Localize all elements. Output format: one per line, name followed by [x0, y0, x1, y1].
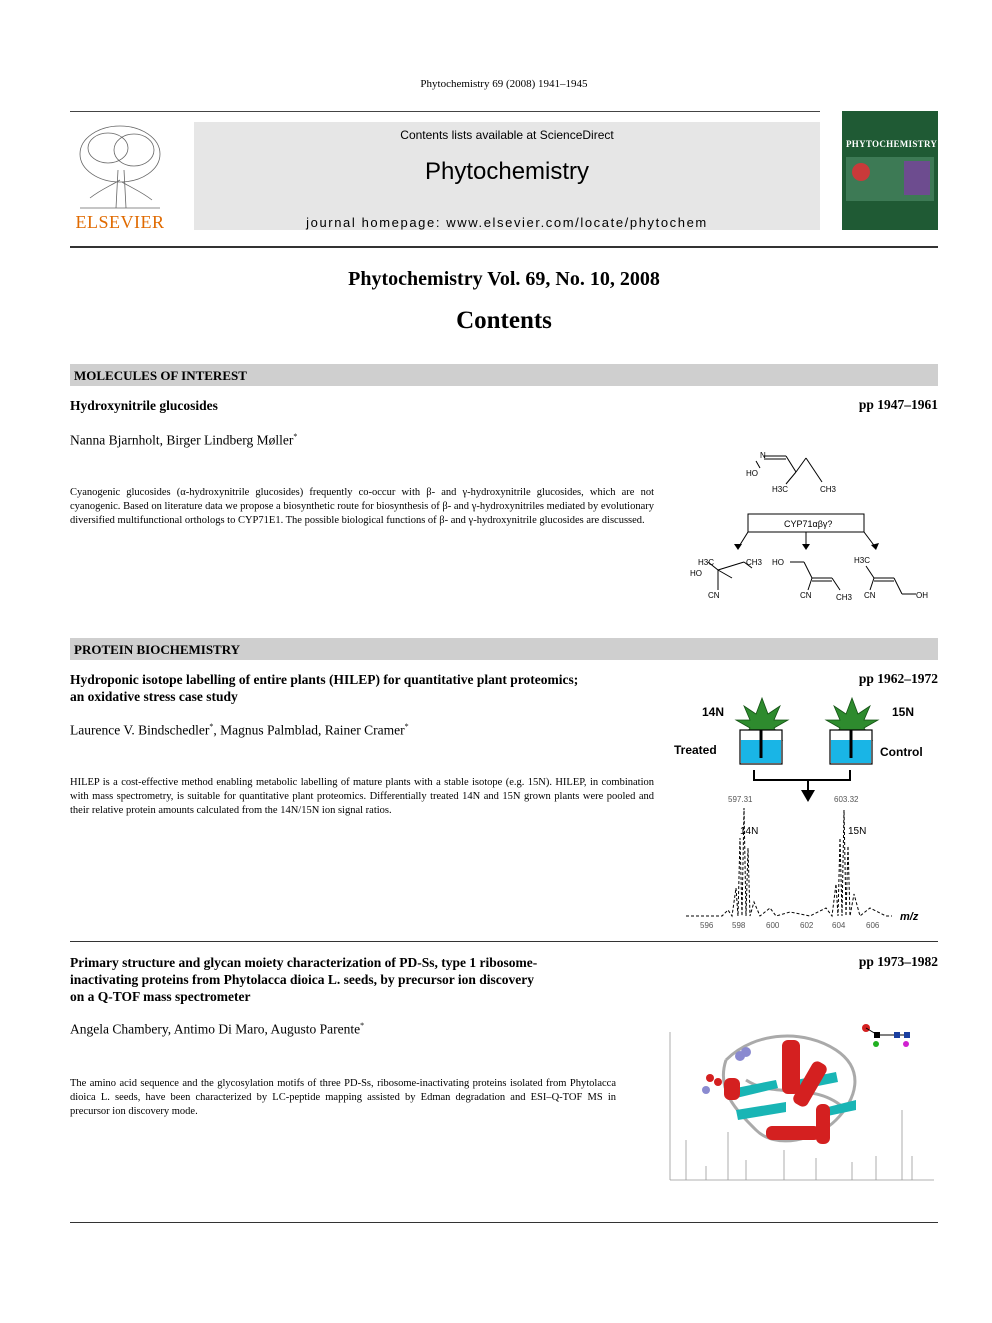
article-pages[interactable]: pp 1973–1982 [858, 954, 938, 969]
label-cn: CN [800, 591, 812, 600]
label-treated: Treated [674, 743, 717, 757]
x-tick: 604 [832, 921, 846, 930]
article-authors: Angela Chambery, Antimo Di Maro, Augusto Parente* [70, 1021, 365, 1037]
article-title-hydroxynitrile[interactable]: Hydroxynitrile glucosides [70, 398, 218, 413]
author: Angela Chambery [70, 1021, 168, 1037]
label-cn: CN [864, 591, 876, 600]
sciencedirect-line: Contents lists available at ScienceDirect [400, 128, 614, 142]
label-ho: HO [772, 558, 784, 567]
label-h3c: H3C [772, 485, 789, 494]
article-divider [70, 941, 938, 942]
journal-citation: Phytochemistry 69 (2008) 1941–1945 [420, 78, 588, 90]
x-tick: 596 [700, 921, 714, 930]
peak-14n-label: 14N [740, 826, 759, 837]
section-header-protein: PROTEIN BIOCHEMISTRY [70, 638, 938, 660]
x-tick: 598 [732, 921, 746, 930]
x-tick: 600 [766, 921, 780, 930]
label-ch3: CH3 [746, 558, 763, 567]
hilep-graphic [670, 688, 938, 934]
author: Antimo Di Maro [173, 1021, 265, 1037]
cover-image [846, 157, 934, 201]
label-h3c: H3C [698, 558, 715, 567]
article-pages[interactable]: pp 1947–1961 [858, 397, 938, 412]
glycan-symbol-icon [862, 1024, 910, 1047]
article-abstract: HILEP is a cost-effective method enabling metabolic labelling of mature plants with a stable isotope (e.g. 15N). HILEP, in combination with mass spectrometry, is suitable for quantitative plant proteomics. Differentially treated 14N and 15N grown plants were pooled and their relative protein amounts calculated from the 14N/15N ion signal ratios. [70, 777, 654, 816]
x-tick: 606 [866, 921, 880, 930]
author: Magnus Palmblad [220, 722, 318, 738]
label-enzyme: CYP71αβγ? [784, 519, 833, 529]
label-oh: OH [916, 591, 928, 600]
author: Laurence V. Bindschedler [70, 722, 210, 738]
mass-spectrum [686, 808, 892, 916]
label-14n: 14N [702, 705, 725, 719]
section-header-molecules: MOLECULES OF INTEREST [70, 364, 938, 386]
elsevier-wordmark: ELSEVIER [75, 212, 165, 232]
label-ho: HO [690, 569, 702, 578]
page-bottom-rule [70, 1222, 938, 1223]
peak-15n-label: 15N [848, 826, 867, 837]
author: Augusto Parente [270, 1021, 361, 1037]
protein-structure-graphic [666, 1020, 938, 1186]
label-h3c: H3C [854, 556, 871, 565]
issue-title: Phytochemistry Vol. 69, No. 10, 2008 [348, 268, 660, 290]
header-rule [70, 111, 820, 112]
label-n: N [760, 451, 766, 460]
author: Birger Lindberg Møller [166, 432, 294, 448]
journal-cover-thumbnail [842, 111, 938, 230]
x-tick: 602 [800, 921, 814, 930]
article-authors: Laurence V. Bindschedler*, Magnus Palmblad, Rainer Cramer* [70, 722, 409, 738]
contents-heading: Contents [456, 307, 552, 334]
label-ch3: CH3 [820, 485, 837, 494]
author: Rainer Cramer [324, 722, 405, 738]
hydroxynitrile-scheme [680, 444, 938, 604]
label-15n: 15N [892, 705, 915, 719]
label-control: Control [880, 745, 923, 759]
article-title-pd-ss[interactable]: Primary structure and glycan moiety characterization of PD-Ss, type 1 ribosome- inactivating proteins from Phytolacca dioica L. seeds, by precursor ion discovery on a Q-TOF mass spectrometer [70, 955, 538, 1004]
journal-homepage: journal homepage: www.elsevier.com/locate/phytochem [306, 215, 708, 230]
author: Nanna Bjarnholt [70, 432, 160, 448]
article-abstract: The amino acid sequence and the glycosylation motifs of three PD-Ss, ribosome-inactivating proteins isolated from Phytolacca dioica L. seeds, have been characterized by LC-peptide mapping assisted by Edman degradation and ESI–Q-TOF MS in precursor ion discovery mode. [70, 1078, 616, 1117]
peak-label: 603.32 [834, 795, 859, 804]
article-title-hilep[interactable]: Hydroponic isotope labelling of entire plants (HILEP) for quantitative plant proteomics; an oxidative stress case study [70, 672, 579, 704]
cover-title: PHYTOCHEMISTRY [846, 139, 938, 149]
peak-label: 597.31 [728, 795, 753, 804]
article-authors: Nanna Bjarnholt, Birger Lindberg Møller* [70, 432, 298, 448]
journal-masthead [194, 122, 820, 230]
mz-label: m/z [900, 911, 919, 923]
label-cn: CN [708, 591, 720, 600]
article-abstract: Cyanogenic glucosides (α-hydroxynitrile glucosides) frequently co-occur with β- and γ-hydroxynitrile glucosides, which are not cyanogenic. Based on literature data we propose a biosynthetic route for biosynthesis of β- and γ-hydroxynitriles mediated by evolutionary diversified multifunctional orthologs to CYP71E1. The possible biological functions of β- and γ-hydroxynitrile glucosides are discussed. [70, 487, 654, 526]
masthead-rule [70, 246, 938, 248]
journal-title: Phytochemistry [424, 158, 590, 185]
article-pages[interactable]: pp 1962–1972 [858, 671, 938, 686]
label-ch3: CH3 [836, 593, 853, 602]
label-ho: HO [746, 469, 758, 478]
